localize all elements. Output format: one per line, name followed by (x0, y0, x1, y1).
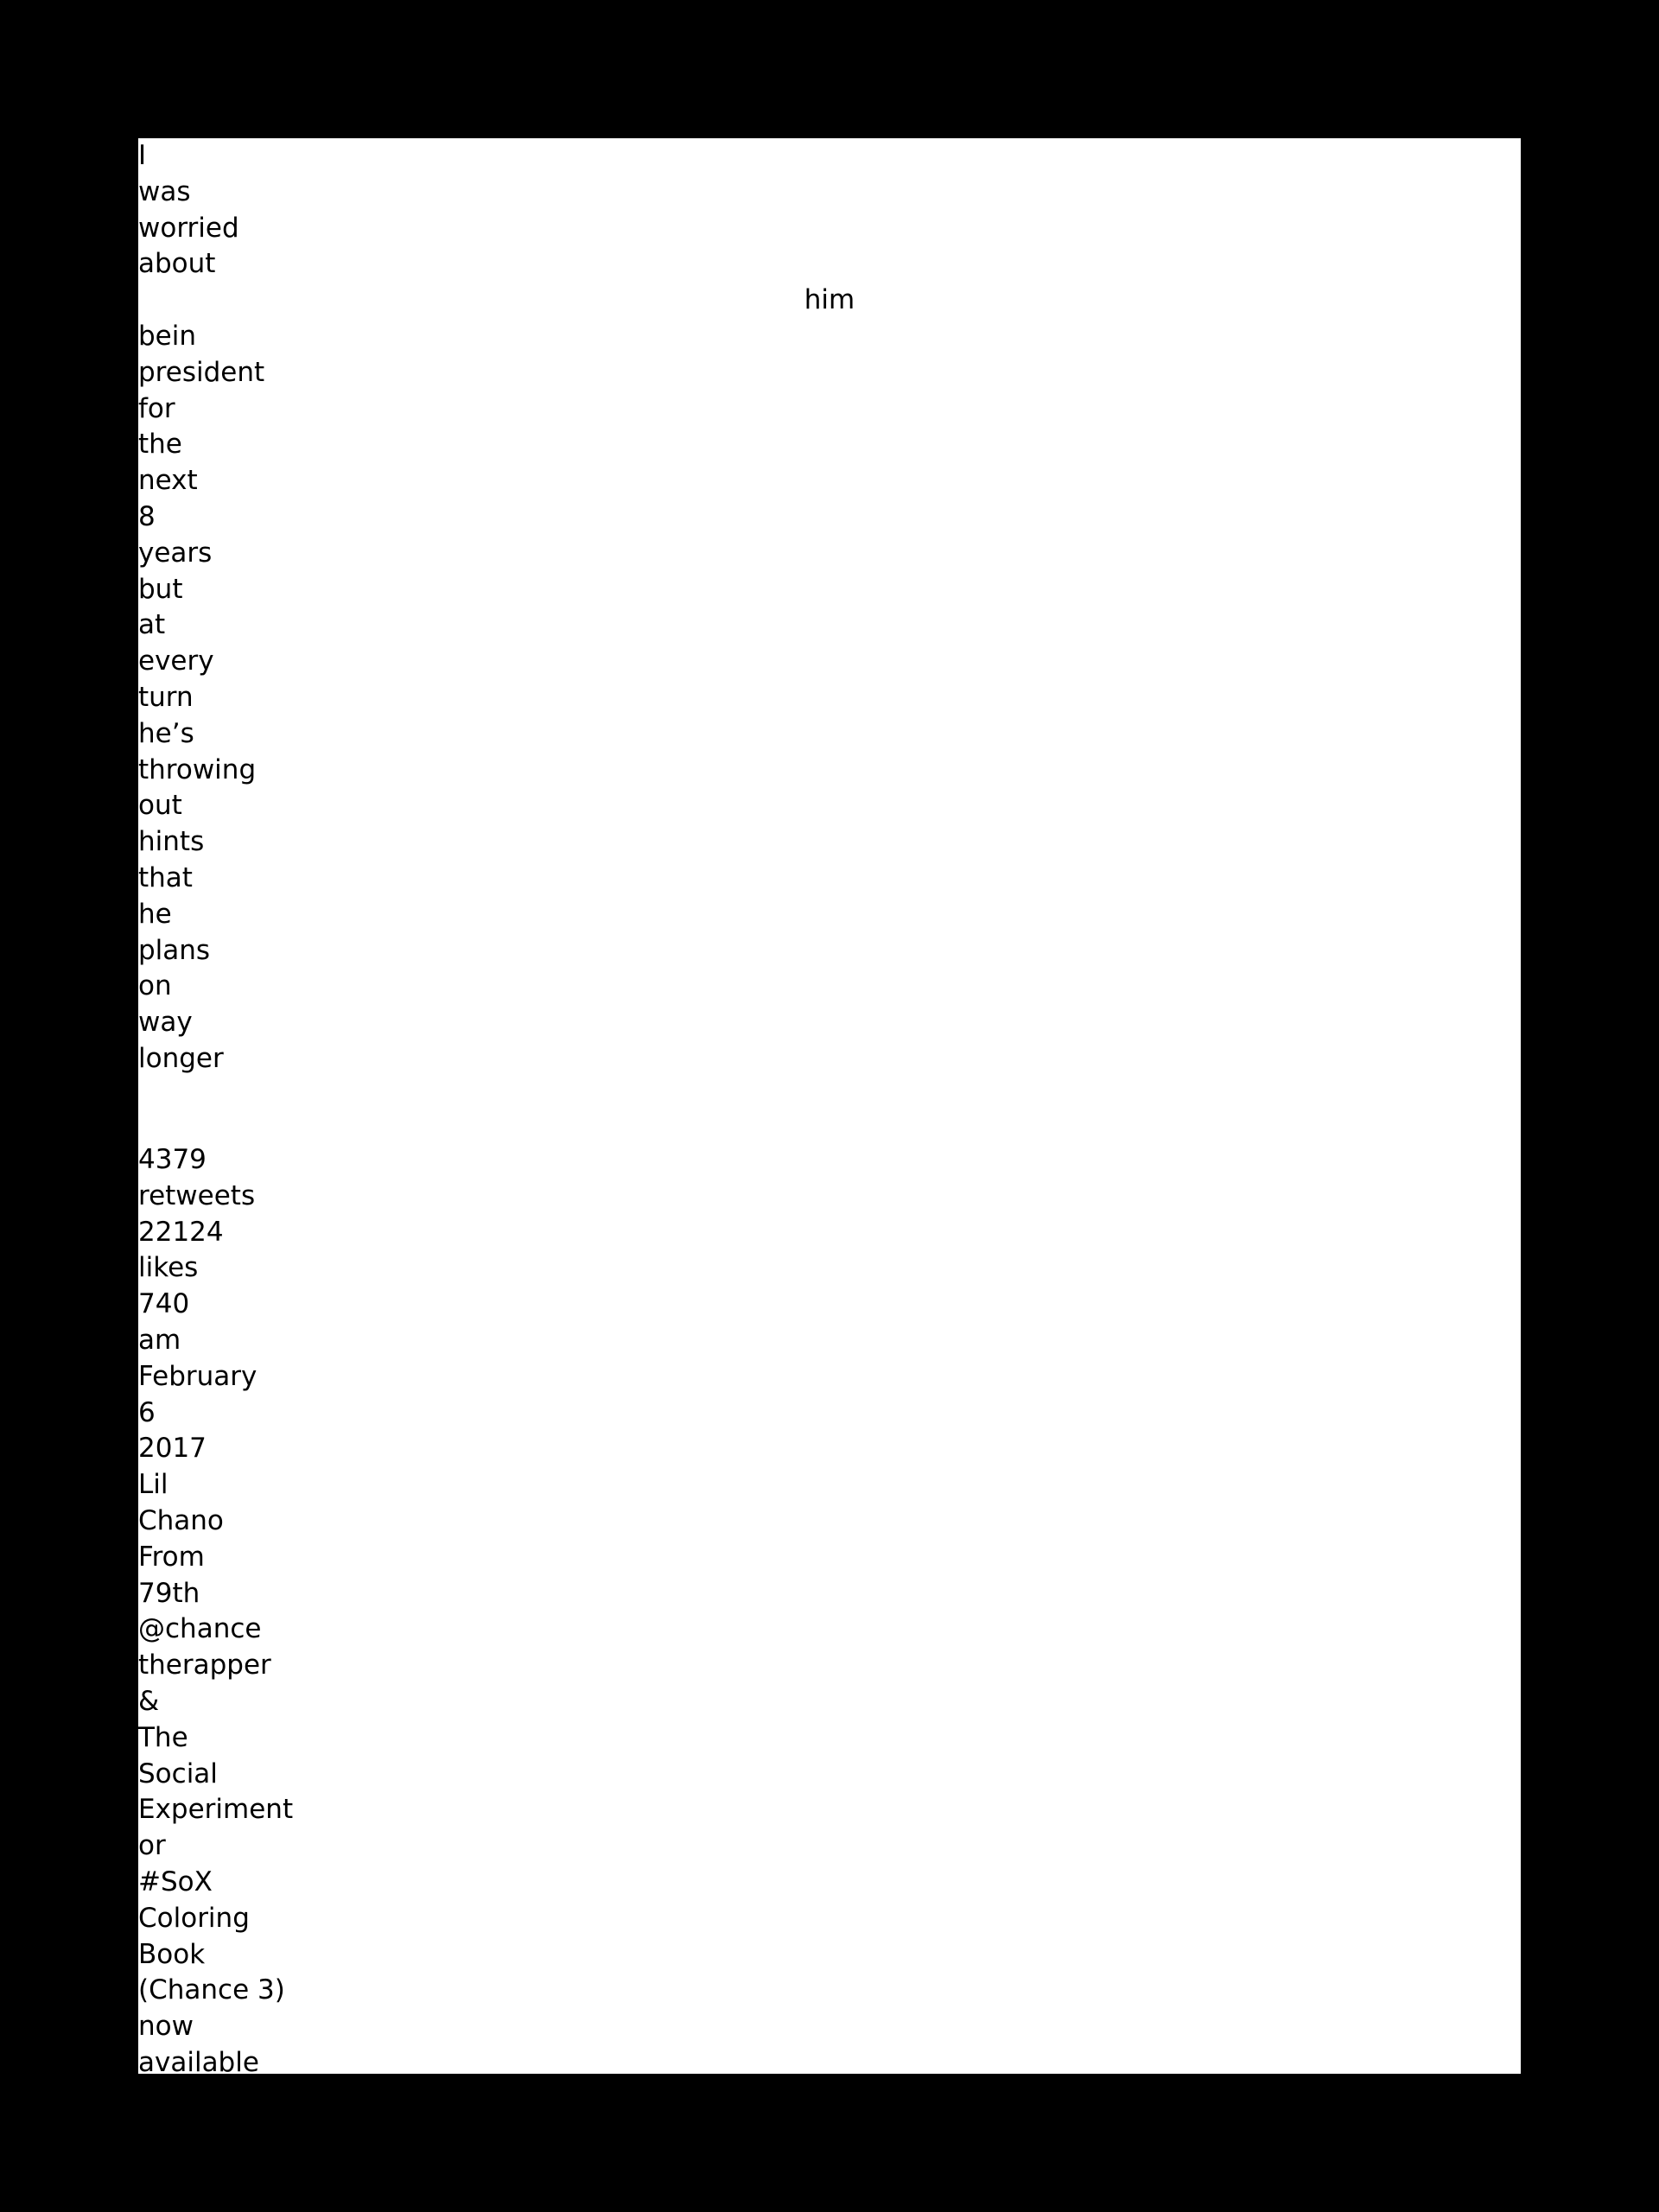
tweet-word: he (138, 898, 172, 930)
author-band-word: Social (138, 1758, 218, 1789)
author-band-word: Experiment (138, 1794, 294, 1826)
tweet-word: 8 (138, 500, 156, 532)
tweet-text (138, 138, 1521, 1077)
author-handle-part[interactable]: therapper (138, 1649, 271, 1681)
tweet-word: years (138, 537, 213, 569)
tweet-word: throwing (138, 753, 257, 785)
hashtag-sox[interactable]: #SoX (138, 1866, 213, 1897)
tweet-word: at (138, 609, 166, 641)
tweet-word: was (138, 175, 191, 207)
tweet-word: I (138, 140, 147, 171)
tweet-page (138, 138, 1521, 2074)
tweet-word: plans (138, 934, 211, 966)
tweet-time: 740 (138, 1288, 190, 1320)
tweet-word: that (138, 861, 193, 893)
author-name-word: Chano (138, 1504, 224, 1536)
author-band-word: or (138, 1830, 166, 1862)
tweet-word: every (138, 645, 214, 677)
tweet-word: next (138, 465, 198, 497)
author-bio-word: (Chance 3) (138, 1974, 285, 2006)
tweet-day: 6 (138, 1396, 156, 1428)
author-bio-word: available (138, 2046, 259, 2074)
tweet-word: out (138, 790, 182, 822)
tweet-word: he’s (138, 717, 194, 749)
tweet-word: way (138, 1007, 193, 1039)
tweet-word: hints (138, 826, 205, 858)
author-handle-part[interactable]: @chance (138, 1613, 262, 1645)
author-bio-word: Book (138, 1938, 206, 1970)
tweet-word: president (138, 356, 265, 388)
likes-label: likes (138, 1252, 199, 1284)
tweet-ampm: am (138, 1324, 181, 1356)
author-name-word: From (138, 1541, 205, 1573)
tweet-word: on (138, 970, 172, 1002)
author-band-word: The (138, 1721, 188, 1753)
tweet-word: but (138, 573, 183, 605)
tweet-month: February (138, 1360, 257, 1392)
tweet-year: 2017 (138, 1433, 207, 1465)
tweet-word-centered: him (804, 284, 855, 316)
tweet-word: longer (138, 1042, 224, 1074)
tweet-word: the (138, 429, 182, 461)
tweet-word: worried (138, 212, 239, 244)
author-bio-word: now (138, 2011, 194, 2043)
tweet-word: for (138, 392, 175, 424)
tweet-word: about (138, 248, 216, 280)
author-bio-word: Coloring (138, 1902, 250, 1934)
author-name-word: 79th (138, 1577, 200, 1609)
retweets-count: 4379 (138, 1144, 207, 1175)
likes-count: 22124 (138, 1216, 224, 1248)
author-band-word: & (138, 1685, 160, 1717)
tweet-word: bein (138, 320, 197, 352)
tweet-word: turn (138, 681, 194, 713)
tweet-meta (138, 1142, 1521, 2074)
retweets-label: retweets (138, 1179, 256, 1211)
author-name-word: Lil (138, 1469, 168, 1501)
